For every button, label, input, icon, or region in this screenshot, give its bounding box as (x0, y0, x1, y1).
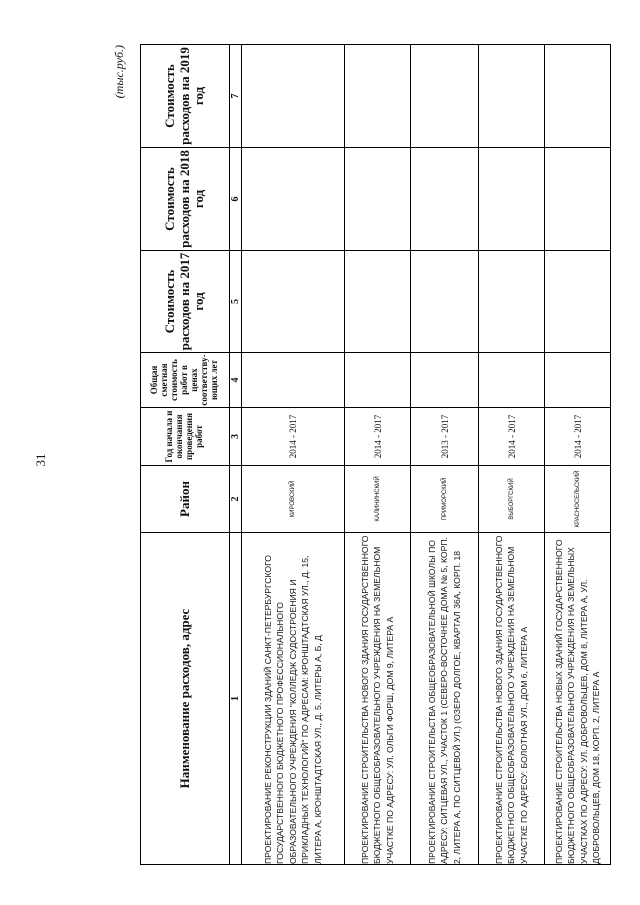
column-number: 4 (230, 353, 242, 408)
row-cost-2017 (411, 251, 479, 353)
row-cost-2019 (345, 45, 411, 148)
table-row (411, 45, 479, 865)
row-cost-2018 (345, 148, 411, 251)
row-name-address: ПРОЕКТИРОВАНИЕ СТРОИТЕЛЬСТВА ОБЩЕОБРАЗОВАТЕЛЬНОЙ ШКОЛЫ ПО АДРЕСУ: СИТЦЕВАЯ УЛ., УЧАСТОК 1 (СЕВЕРО-ВОСТОЧНЕЕ ДОМА № 5, КОРП. 2, ЛИТЕРА А, ПО СИТЦЕВОЙ УЛ.) (ОЗЕРО ДОЛГОЕ, КВАРТАЛ 36А, КОРП. 18 (411, 533, 479, 865)
row-total-cost (242, 353, 345, 408)
row-cost-2017 (345, 251, 411, 353)
row-district: ВЫБОРГСКИЙ (479, 466, 545, 533)
row-total-cost (479, 353, 545, 408)
column-number-row (230, 45, 242, 865)
row-cost-2017 (479, 251, 545, 353)
header-years: Год начала и окончания проведения работ (141, 408, 230, 466)
row-district: КИРОВСКИЙ (242, 466, 345, 533)
table-row (545, 45, 611, 865)
row-cost-2018 (411, 148, 479, 251)
table-row (242, 45, 345, 865)
row-cost-2019 (479, 45, 545, 148)
row-district: ПРИМОРСКИЙ (411, 466, 479, 533)
row-total-cost (345, 353, 411, 408)
row-years: 2014 - 2017 (479, 408, 545, 466)
row-name-address: ПРОЕКТИРОВАНИЕ СТРОИТЕЛЬСТВА НОВЫХ ЗДАНИЙ ГОСУДАРСТВЕННОГО БЮДЖЕТНОГО ОБЩЕОБРАЗОВАТЕЛЬНОГО УЧРЕЖДЕНИЯ НА ЗЕМЕЛЬНЫХ УЧАСТКАХ ПО АДРЕСУ: УЛ. ДОБРОВОЛЬЦЕВ, ДОМ 8, ЛИТЕРА А, УЛ. ДОБРОВОЛЬЦЕВ, ДОМ 18, КОРП. 2, ЛИТЕРА А (545, 533, 611, 865)
header-name-address: Наименование расходов, адрес (141, 533, 230, 865)
row-total-cost (411, 353, 479, 408)
column-number: 6 (230, 148, 242, 251)
column-number: 5 (230, 251, 242, 353)
expenses-table (140, 44, 611, 865)
row-cost-2017 (545, 251, 611, 353)
row-district: КРАСНОСЕЛЬСКИЙ (545, 466, 611, 533)
header-cost-2017: Стоимость расходов на 2017 год (141, 251, 230, 353)
row-cost-2018 (545, 148, 611, 251)
table-row (479, 45, 545, 865)
row-total-cost (545, 353, 611, 408)
table-row (345, 45, 411, 865)
header-cost-2018: Стоимость расходов на 2018 год (141, 148, 230, 251)
row-cost-2018 (479, 148, 545, 251)
header-row (141, 45, 230, 865)
column-number: 3 (230, 408, 242, 466)
column-number: 7 (230, 45, 242, 148)
row-years: 2014 - 2017 (345, 408, 411, 466)
unit-label: (тыс.руб.) (112, 45, 126, 99)
rotated-table-page (112, 45, 610, 865)
row-years: 2014 - 2017 (242, 408, 345, 466)
row-cost-2019 (545, 45, 611, 148)
header-district: Район (141, 466, 230, 533)
row-name-address: ПРОЕКТИРОВАНИЕ СТРОИТЕЛЬСТВА НОВОГО ЗДАНИЯ ГОСУДАРСТВЕННОГО БЮДЖЕТНОГО ОБЩЕОБРАЗОВАТЕЛЬНОГО УЧРЕЖДЕНИЯ НА ЗЕМЕЛЬНОМ УЧАСТКЕ ПО АДРЕСУ: УЛ. ОЛЬГИ ФОРШ, ДОМ 9, ЛИТЕРА А (345, 533, 411, 865)
row-cost-2019 (411, 45, 479, 148)
row-years: 2014 - 2017 (545, 408, 611, 466)
page-number: 31 (33, 453, 48, 467)
row-cost-2018 (242, 148, 345, 251)
header-total-cost: Общая сметная стоимость работ в ценах соответству-ющих лет (141, 353, 230, 408)
column-number: 1 (230, 533, 242, 865)
row-name-address: ПРОЕКТИРОВАНИЕ СТРОИТЕЛЬСТВА НОВОГО ЗДАНИЯ ГОСУДАРСТВЕННОГО БЮДЖЕТНОГО ОБЩЕОБРАЗОВАТЕЛЬНОГО УЧРЕЖДЕНИЯ НА ЗЕМЕЛЬНОМ УЧАСТКЕ ПО АДРЕСУ: БОЛОТНАЯ УЛ., ДОМ 6, ЛИТЕРА А (479, 533, 545, 865)
header-cost-2019: Стоимость расходов на 2019 год (141, 45, 230, 148)
row-district: КАЛИНИНСКИЙ (345, 466, 411, 533)
row-cost-2017 (242, 251, 345, 353)
row-name-address: ПРОЕКТИРОВАНИЕ РЕКОНСТРУКЦИИ ЗДАНИЙ САНКТ-ПЕТЕРБУРГСКОГО ГОСУДАРСТВЕННОГО БЮДЖЕТНОГО ПРОФЕССИОНАЛЬНОГО ОБРАЗОВАТЕЛЬНОГО УЧРЕЖДЕНИЯ "КОЛЛЕДЖ СУДОСТРОЕНИЯ И ПРИКЛАДНЫХ ТЕХНОЛОГИЙ" ПО АДРЕСАМ: КРОНШТАДТСКАЯ УЛ., Д. 15, ЛИТЕРА А, КРОНШТАДТСКАЯ УЛ., Д. 5, ЛИТЕРЫ А, Б, Д (242, 533, 345, 865)
row-years: 2013 - 2017 (411, 408, 479, 466)
column-number: 2 (230, 466, 242, 533)
row-cost-2019 (242, 45, 345, 148)
